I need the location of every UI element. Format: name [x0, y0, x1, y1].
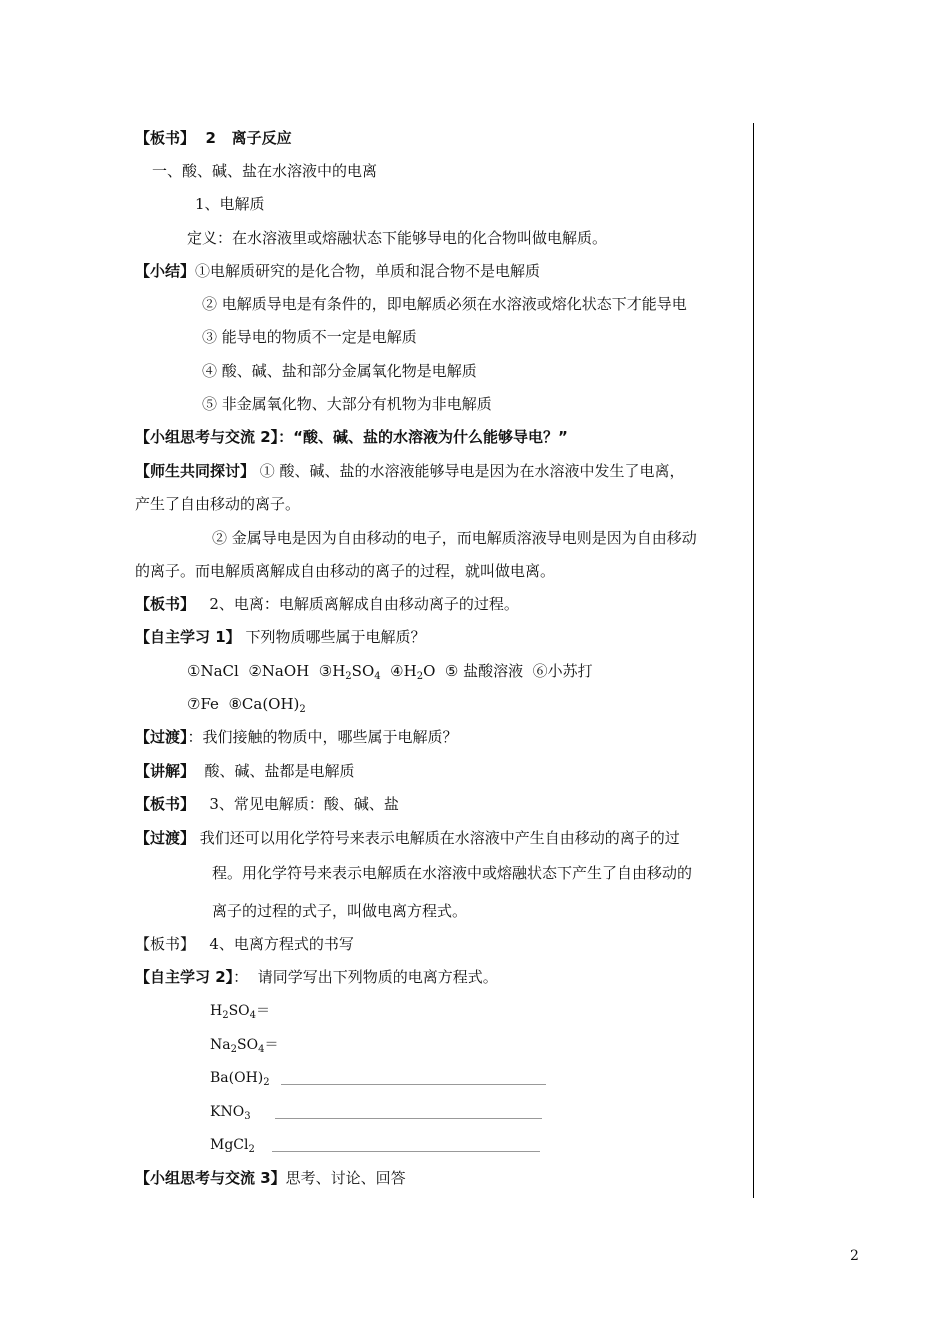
- paragraph-continuation-2: 的离子。而电解质离解成自由移动的离子的过程，就叫做电离。: [135, 562, 556, 580]
- tag-label: 【板书】: [135, 795, 196, 813]
- substance-list-1: ①NaCl ②NaOH $③H_2SO_4$ $④H_2O$ ⑤ 盐酸溶液 ⑥小苏打: [187, 662, 593, 682]
- tag-label: 【板书】: [135, 129, 196, 147]
- tag-label: 【过渡】: [135, 728, 188, 746]
- line-self-study-1: [135, 627, 425, 647]
- answer-blank-mgcl2: [272, 1139, 540, 1152]
- page-number: 2: [850, 1248, 859, 1264]
- instruction-text: ： 请同学写出下列物质的电离方程式。: [233, 968, 498, 986]
- definition-text: 定义：在水溶液里或熔融状态下能够导电的化合物叫做电解质。: [187, 229, 608, 247]
- explanation-text: 酸、碱、盐都是电解质: [195, 762, 355, 780]
- line-board-2: [135, 594, 519, 614]
- line-group-discussion-2: [135, 427, 568, 447]
- paragraph-text-2: ② 金属导电是因为自由移动的电子，而电解质溶液导电则是因为自由移动: [212, 529, 697, 547]
- summary-item-3: ③ 能导电的物质不一定是电解质: [202, 328, 417, 346]
- paragraph-continuation: 产生了自由移动的离子。: [135, 495, 301, 513]
- answer-blank-kno3: [275, 1106, 542, 1119]
- line-self-study-2: [135, 967, 498, 987]
- transition-continuation-2: 离子的过程的式子，叫做电离方程式。: [212, 902, 468, 920]
- tag-label: 【板书】: [135, 935, 196, 953]
- section-title: 2 离子反应: [195, 129, 292, 147]
- summary-item-2: ② 电解质导电是有条件的，即电解质必须在水溶液或熔化状态下才能导电: [202, 295, 687, 313]
- line-group-discussion-3: [135, 1168, 406, 1188]
- line-joint-discussion: [135, 461, 685, 481]
- tag-label: 【小组思考与交流 2】: [135, 428, 279, 446]
- line-explanation: [135, 761, 355, 781]
- discussion-text: 思考、讨论、回答: [285, 1169, 406, 1187]
- paragraph-text: ① 酸、碱、盐的水溶液能够导电是因为在水溶液中发生了电离，: [255, 462, 685, 480]
- answer-blank-baoh2: [281, 1072, 546, 1085]
- tag-label: 【过渡】: [135, 829, 196, 847]
- tag-label: 【自主学习 1】: [135, 628, 241, 646]
- question-text: 下列物质哪些属于电解质？: [240, 628, 426, 646]
- summary-item-4: ④ 酸、碱、盐和部分金属氧化物是电解质: [202, 362, 477, 380]
- question-text: ：“酸、碱、盐的水溶液为什么能够导电？”: [278, 428, 568, 446]
- transition-text: 我们还可以用化学符号来表示电解质在水溶液中产生自由移动的离子的过: [195, 829, 680, 847]
- board-text: 4、电离方程式的书写: [195, 935, 354, 953]
- line-transition-1: [135, 727, 458, 747]
- formula-kno3: $KNO_3$: [210, 1104, 251, 1122]
- right-margin-rule: [753, 123, 754, 1198]
- board-text: 2、电离：电解质离解成自由移动离子的过程。: [195, 595, 519, 613]
- substance-list-2: ⑦Fe $⑧Ca(OH)_2$: [187, 695, 306, 715]
- line-transition-2: [135, 828, 680, 848]
- line-board-title: [135, 128, 292, 148]
- formula-baoh2: $Ba(OH)_2$: [210, 1070, 270, 1088]
- board-text: 3、常见电解质：酸、碱、盐: [195, 795, 399, 813]
- summary-item-5: ⑤ 非金属氧化物、大部分有机物为非电解质: [202, 395, 492, 413]
- tag-label: 【板书】: [135, 595, 196, 613]
- formula-na2so4: $Na_2SO_4=$: [210, 1037, 279, 1055]
- formula-mgcl2: MgCl$_2$: [210, 1137, 255, 1155]
- line-summary: [135, 261, 540, 281]
- transition-continuation-1: 程。用化学符号来表示电解质在水溶液中或熔融状态下产生了自由移动的: [212, 864, 693, 882]
- tag-label: 【自主学习 2】: [135, 968, 234, 986]
- line-board-3: [135, 794, 399, 814]
- formula-h2so4: $H_2SO_4=$: [210, 1003, 271, 1021]
- subheading-electrolyte: 1、电解质: [195, 195, 265, 213]
- transition-text: ：我们接触的物质中，哪些属于电解质？: [187, 728, 458, 746]
- summary-item-1: ①电解质研究的是化合物，单质和混合物不是电解质: [195, 262, 541, 280]
- line-board-4: [135, 934, 354, 954]
- tag-label: 【小结】: [135, 262, 196, 280]
- tag-label: 【小组思考与交流 3】: [135, 1169, 286, 1187]
- tag-label: 【师生共同探讨】: [135, 462, 256, 480]
- tag-label: 【讲解】: [135, 762, 196, 780]
- heading-1: 一、酸、碱、盐在水溶液中的电离: [152, 162, 378, 180]
